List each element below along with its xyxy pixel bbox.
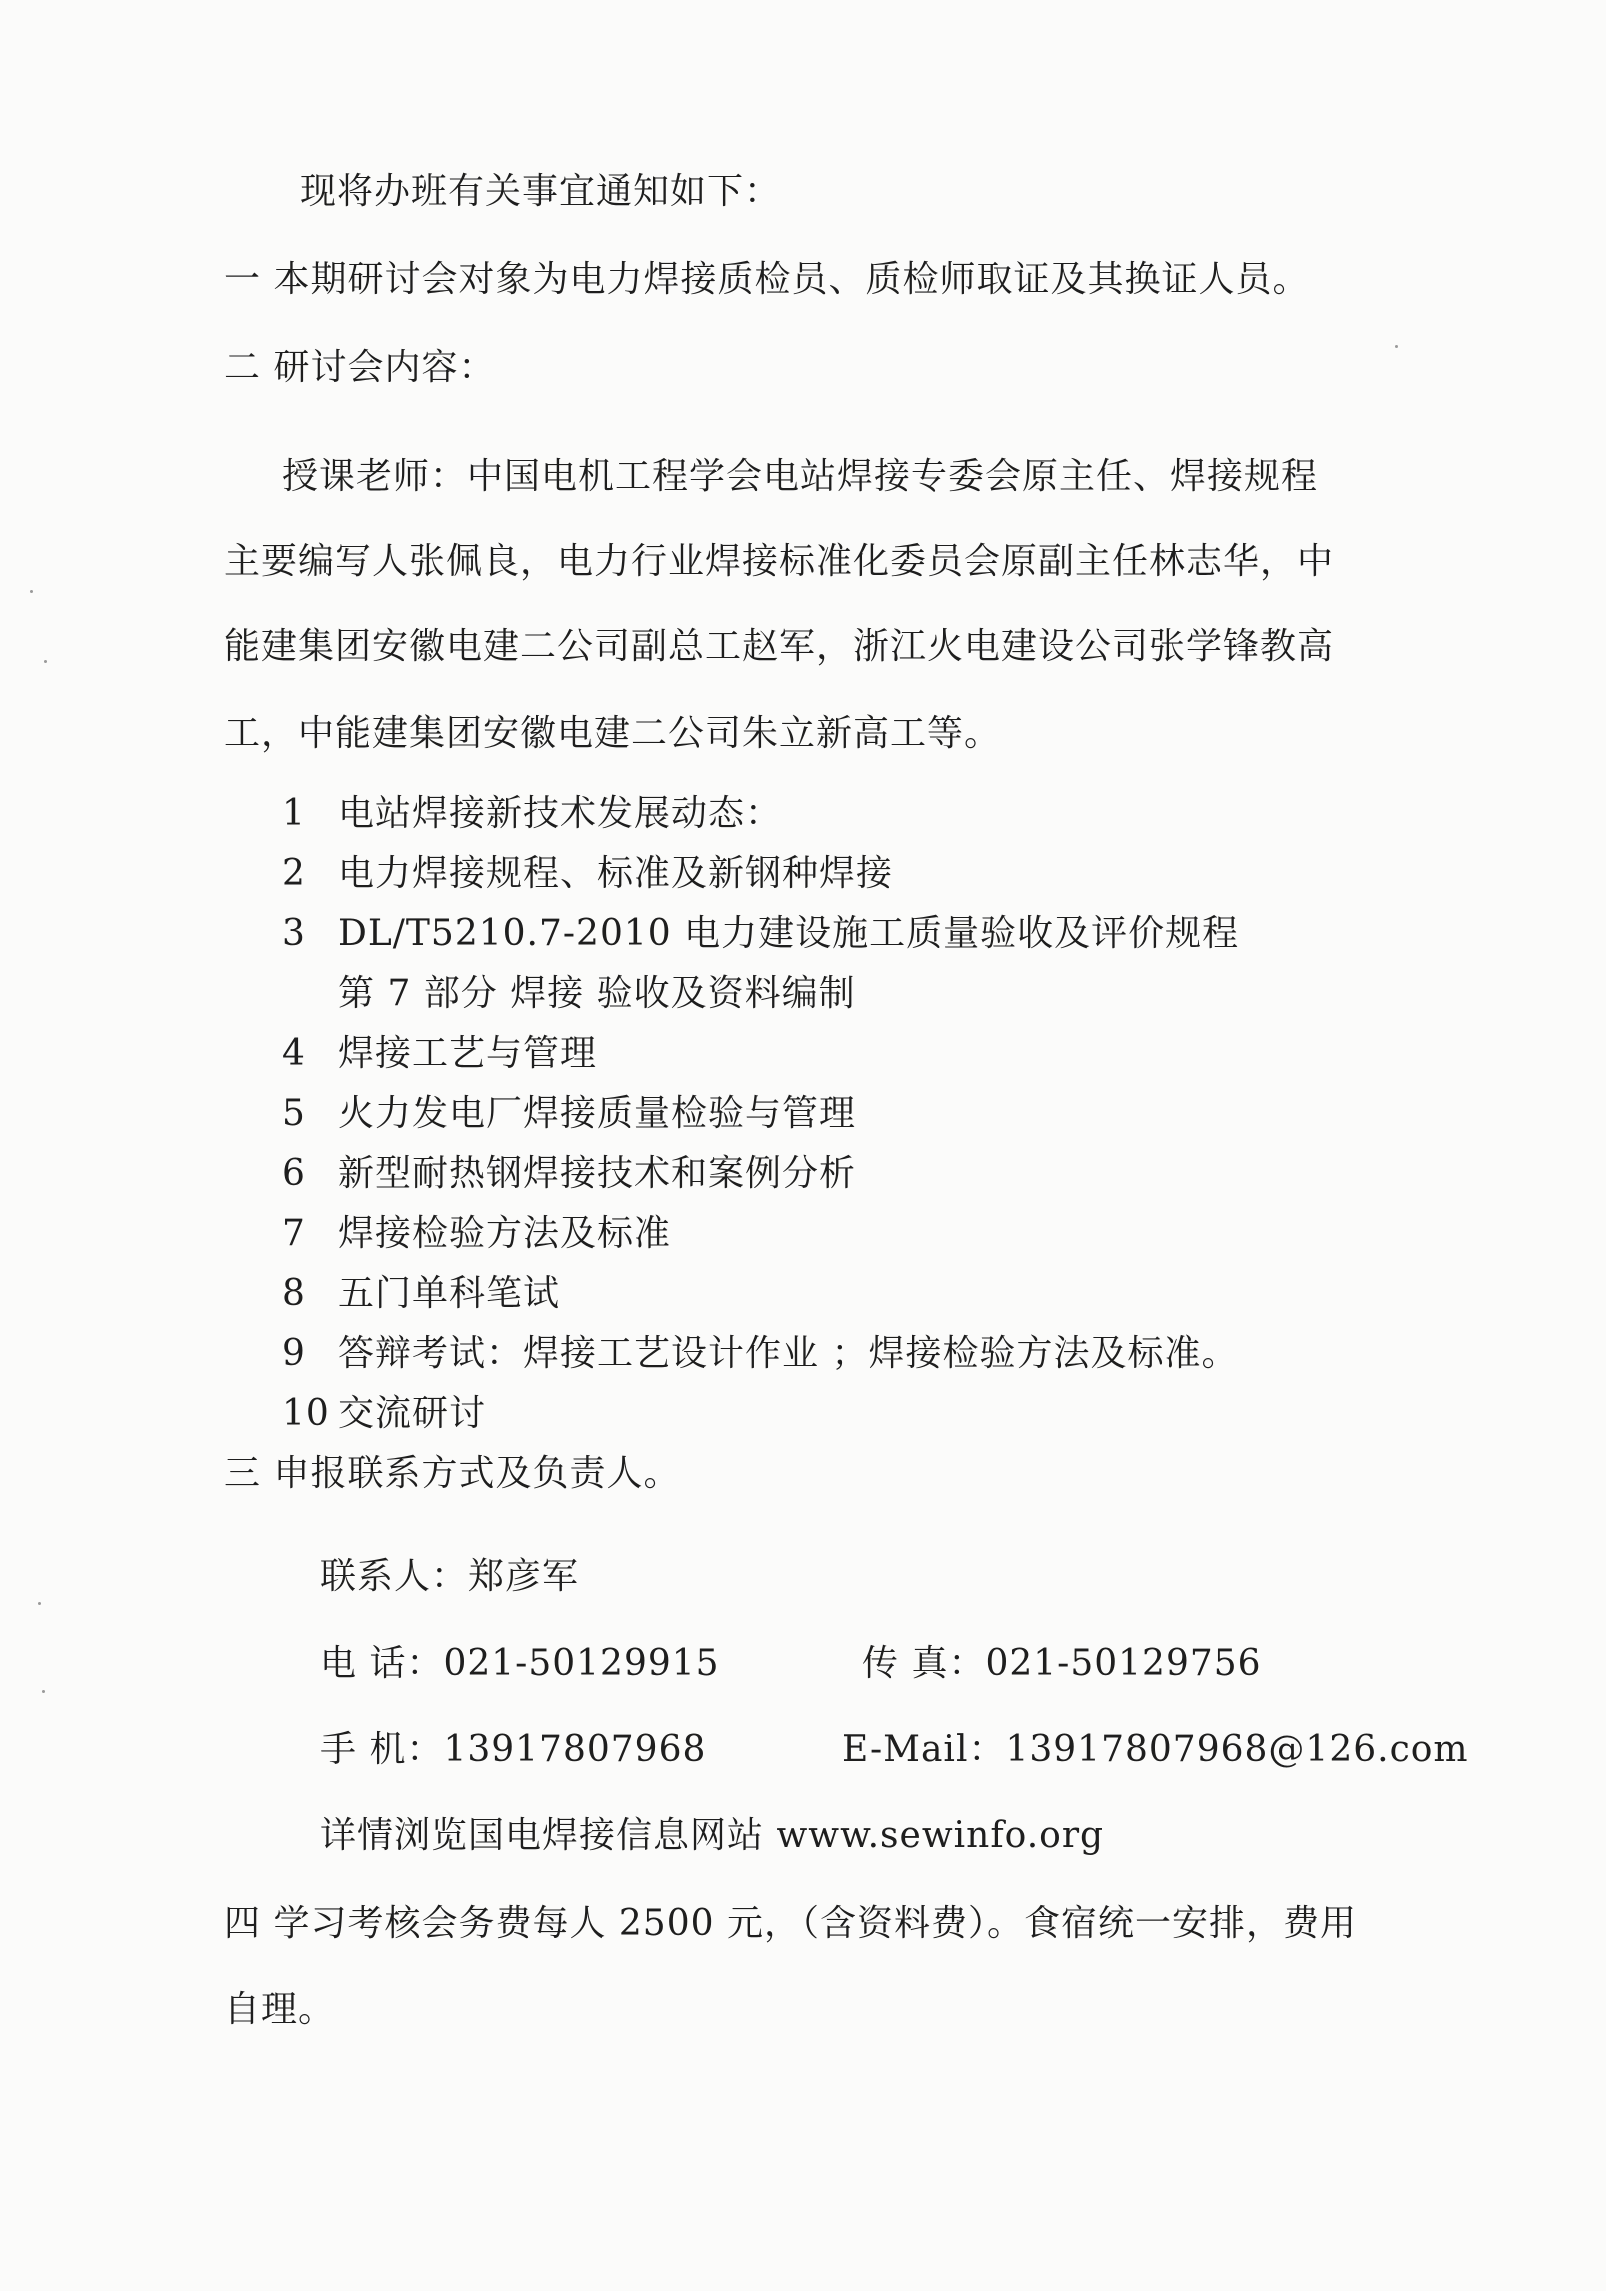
list-item — [282, 972, 856, 1016]
teachers-line: 工，中能建集团安徽电建二公司朱立新高工等。 — [224, 713, 1002, 754]
teachers-line: 主要编写人张佩良，电力行业焊接标准化委员会原副主任林志华，中 — [224, 541, 1335, 582]
item-text: 交流研讨 — [338, 1393, 487, 1434]
item-number: 2 — [282, 853, 306, 894]
section-4-line: 四 学习考核会务费每人 2500 元，（含资料费）。食宿统一安排，费用 — [224, 1903, 1357, 1944]
item-text: 第 7 部分 焊接 验收及资料编制 — [338, 973, 856, 1014]
scan-speck — [42, 1690, 45, 1693]
item-number: 1 — [282, 793, 306, 834]
section-3-heading: 三 申报联系方式及负责人。 — [224, 1453, 681, 1494]
scan-speck — [1395, 345, 1398, 348]
item-number: 5 — [282, 1093, 306, 1134]
item-text: 焊接工艺与管理 — [338, 1033, 598, 1074]
contact-person: 联系人：郑彦军 — [320, 1556, 580, 1597]
list-item — [282, 1332, 1238, 1376]
list-item — [282, 1272, 560, 1316]
list-item — [282, 1152, 856, 1196]
contact-email: E-Mail：13917807968@126.com — [842, 1729, 1469, 1770]
item-number: 7 — [282, 1213, 306, 1254]
item-text: 答辩考试：焊接工艺设计作业 ；焊接检验方法及标准。 — [338, 1333, 1239, 1374]
list-item — [282, 1392, 486, 1436]
item-text: 焊接检验方法及标准 — [338, 1213, 672, 1254]
list-item — [282, 1092, 856, 1136]
item-number: 8 — [282, 1273, 306, 1314]
scan-speck — [44, 660, 47, 663]
teachers-line: 授课老师：中国电机工程学会电站焊接专委会原主任、焊接规程 — [282, 456, 1319, 497]
list-item — [282, 792, 782, 836]
list-item — [282, 1032, 597, 1076]
item-text: 电站焊接新技术发展动态： — [338, 793, 783, 834]
item-text: 电力焊接规程、标准及新钢种焊接 — [338, 853, 894, 894]
section-4-line: 自理。 — [224, 1989, 336, 2030]
scan-speck — [38, 1602, 41, 1605]
list-item — [282, 852, 893, 896]
contact-mobile: 手 机：13917807968 — [320, 1729, 707, 1770]
item-text: 五门单科笔试 — [338, 1273, 561, 1314]
item-number: 3 — [282, 913, 306, 954]
intro-line: 现将办班有关事宜通知如下： — [300, 171, 782, 212]
item-text: 火力发电厂焊接质量检验与管理 — [338, 1093, 857, 1134]
item-number: 10 — [282, 1393, 330, 1434]
section-2-heading: 二 研讨会内容： — [224, 347, 496, 388]
item-text: 新型耐热钢焊接技术和案例分析 — [338, 1153, 857, 1194]
list-item — [282, 1212, 671, 1256]
scan-speck — [30, 590, 33, 593]
item-text: DL/T5210.7-2010 电力建设施工质量验收及评价规程 — [338, 913, 1240, 954]
contact-fax: 传 真：021-50129756 — [862, 1643, 1262, 1684]
teachers-line: 能建集团安徽电建二公司副总工赵军，浙江火电建设公司张学锋教高 — [224, 626, 1335, 667]
section-1: 一 本期研讨会对象为电力焊接质检员、质检师取证及其换证人员。 — [224, 259, 1310, 300]
item-number: 4 — [282, 1033, 306, 1074]
contact-phone: 电 话：021-50129915 — [320, 1643, 720, 1684]
list-item — [282, 912, 1239, 956]
item-number: 6 — [282, 1153, 306, 1194]
item-number: 9 — [282, 1333, 306, 1374]
contact-website: 详情浏览国电焊接信息网站 www.sewinfo.org — [320, 1815, 1105, 1856]
